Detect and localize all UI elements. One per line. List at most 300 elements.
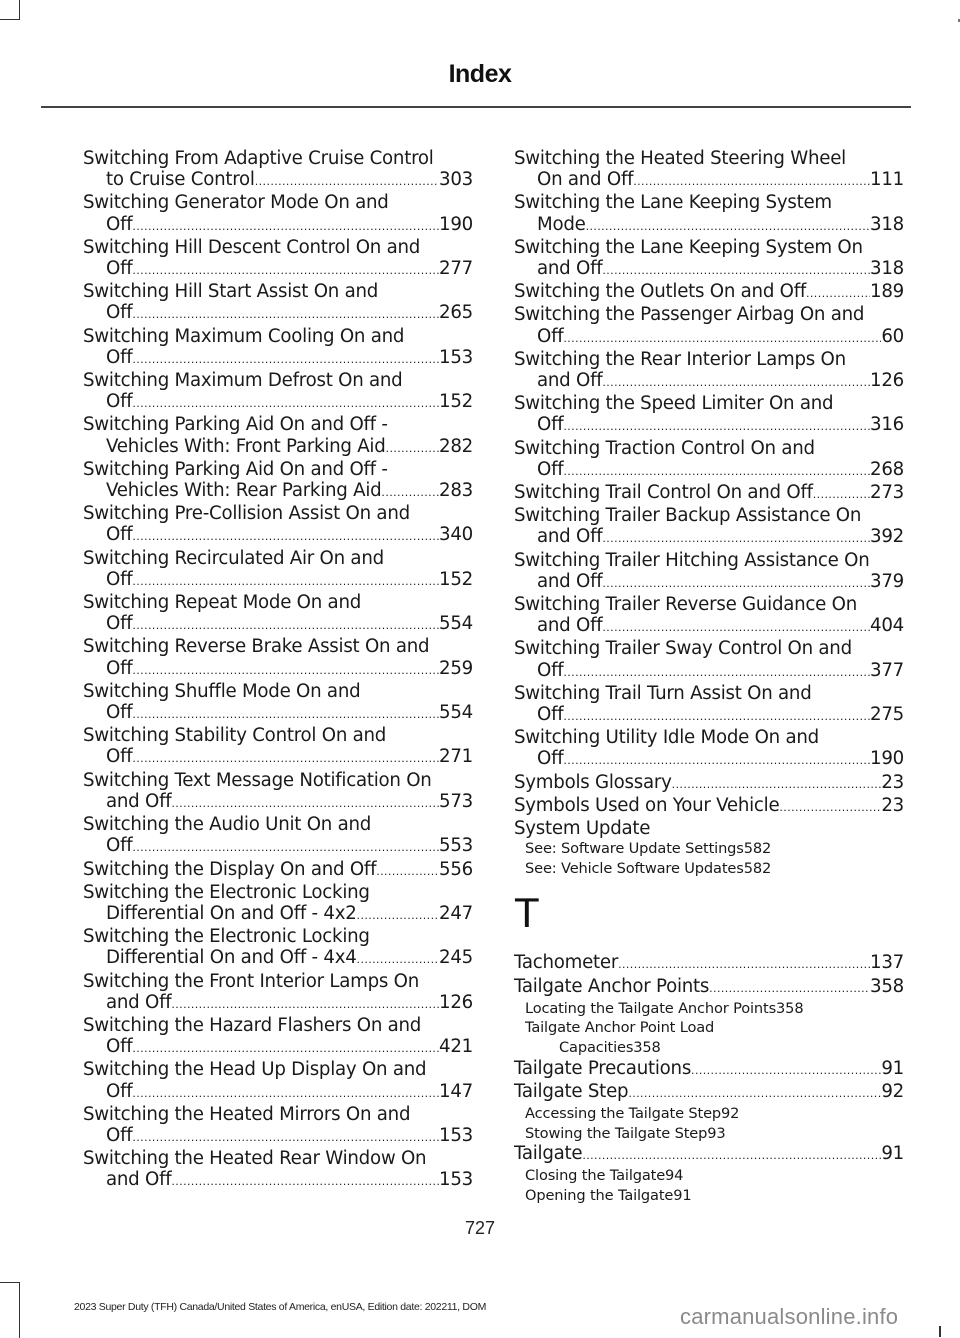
entry-page-link[interactable]: 152 — [439, 568, 473, 590]
entry-line-with-page — [83, 258, 473, 281]
entry-label: Switching Stability Control On and — [83, 725, 387, 747]
entry-page-link[interactable]: 582 — [743, 840, 772, 858]
index-subentry[interactable] — [514, 1124, 904, 1144]
index-entry[interactable] — [83, 814, 473, 858]
entry-label: and Off — [537, 615, 603, 637]
index-entry[interactable] — [83, 592, 473, 636]
crop-mark-bottom-right — [939, 1326, 941, 1337]
dot-leader — [381, 480, 439, 503]
entry-label: Mode — [537, 213, 586, 235]
entry-page-link[interactable]: 245 — [439, 947, 473, 969]
index-entry[interactable] — [83, 459, 473, 503]
entry-line-with-page — [514, 482, 904, 505]
index-entry[interactable] — [83, 1148, 473, 1192]
entry-label: Switching the Lane Keeping System — [514, 192, 832, 214]
entry-label: Off — [106, 613, 133, 635]
entry-line-with-page — [83, 1081, 473, 1104]
watermark-link[interactable]: carmanualsonline.info — [680, 1304, 899, 1329]
entry-label: Tailgate — [514, 1143, 583, 1165]
index-subentry[interactable] — [514, 1166, 904, 1186]
entry-label: Off — [537, 659, 564, 681]
entry-label: Tailgate Precautions — [514, 1057, 692, 1079]
entry-label: Off — [106, 657, 133, 679]
entry-label: Differential On and Off - 4x2 — [106, 902, 357, 924]
index-entry[interactable] — [514, 594, 904, 638]
index-entry[interactable] — [514, 683, 904, 727]
index-entry[interactable] — [83, 882, 473, 926]
entry-line-with-page — [514, 571, 904, 594]
entry-line-with-page — [525, 839, 904, 859]
entry-line-with-page — [83, 480, 473, 503]
entry-line-with-page — [83, 702, 473, 725]
entry-line-with-page — [83, 347, 473, 370]
entry-label: Off — [537, 414, 564, 436]
entry-page-link[interactable]: 392 — [870, 526, 904, 548]
entry-label: Switching Trailer Reverse Guidance On — [514, 594, 857, 616]
index-column-left — [83, 148, 473, 1193]
dot-leader — [602, 571, 870, 594]
entry-label: Vehicles With: Rear Parking Aid — [106, 480, 382, 502]
entry-label: Off — [106, 524, 133, 546]
entry-label: Accessing the Tailgate Step — [525, 1105, 722, 1123]
entry-page-link[interactable]: 94 — [665, 1167, 684, 1185]
dot-leader — [132, 302, 439, 325]
index-subentry[interactable] — [514, 1018, 904, 1057]
entry-label: Tailgate Step — [514, 1080, 629, 1102]
index-entry[interactable] — [83, 548, 473, 592]
dot-leader — [602, 615, 870, 638]
dot-leader — [633, 169, 870, 192]
entry-page-link[interactable]: 60 — [881, 325, 904, 347]
entry-page-link[interactable]: 259 — [439, 657, 473, 679]
index-entry[interactable] — [83, 192, 473, 236]
dot-leader — [691, 1058, 881, 1081]
entry-line-with-page — [83, 992, 473, 1015]
dot-leader — [132, 569, 439, 592]
entry-label: Switching the Display On and Off — [83, 858, 377, 880]
entry-page-link[interactable]: 283 — [439, 480, 473, 502]
index-entry[interactable] — [83, 148, 473, 192]
entry-label: See: Vehicle Software Updates — [525, 859, 744, 877]
entry-page-link[interactable]: 152 — [439, 391, 473, 413]
entry-page-link[interactable]: 573 — [439, 790, 473, 812]
entry-label: Switching Shuffle Mode On and — [83, 680, 361, 702]
entry-page-link[interactable]: 318 — [870, 213, 904, 235]
index-subentry[interactable] — [514, 859, 904, 879]
entry-page-link[interactable]: 91 — [673, 1187, 692, 1205]
entry-page-link[interactable]: 92 — [721, 1105, 740, 1123]
entry-page-link[interactable]: 153 — [439, 346, 473, 368]
entry-label: and Off — [106, 1169, 172, 1191]
dot-leader — [563, 326, 881, 349]
dot-leader — [563, 748, 870, 771]
entry-page-link[interactable]: 265 — [439, 302, 473, 324]
entry-label: Off — [106, 702, 133, 724]
dot-leader — [132, 1081, 439, 1104]
entry-label: On and Off — [537, 169, 634, 191]
entry-line-with-page — [514, 370, 904, 393]
entry-line-with-page — [525, 1186, 904, 1206]
index-entry[interactable] — [514, 638, 904, 682]
entry-label: Off — [106, 302, 133, 324]
entry-page-link[interactable]: 23 — [881, 771, 904, 793]
entry-label: Stowing the Tailgate Step — [525, 1124, 708, 1142]
entry-label: Off — [106, 391, 133, 413]
entry-label: Tailgate Anchor Points — [514, 975, 710, 997]
entry-line-with-page — [83, 169, 473, 192]
entry-line-with-page — [514, 795, 904, 818]
entry-page-link[interactable]: 137 — [870, 952, 904, 974]
entry-page-link[interactable]: 340 — [439, 524, 473, 546]
index-entry[interactable] — [83, 971, 473, 1015]
entry-label: to Cruise Control — [106, 169, 255, 191]
entry-label: Switching From Adaptive Cruise Control — [83, 148, 434, 169]
entry-label: Switching Traction Control On and — [514, 437, 815, 459]
dot-leader — [563, 414, 870, 437]
entry-line-with-page — [83, 746, 473, 769]
entry-label: and Off — [537, 370, 603, 392]
dot-leader — [357, 947, 439, 970]
entry-line-with-page — [525, 999, 904, 1019]
entry-line-with-page — [83, 214, 473, 237]
entry-page-link[interactable]: 126 — [870, 370, 904, 392]
entry-line-with-page — [514, 704, 904, 727]
entry-line-with-page — [83, 791, 473, 814]
index-entry[interactable] — [514, 976, 904, 999]
index-entry[interactable] — [514, 349, 904, 393]
entry-label: Tailgate Anchor Point Load — [525, 1019, 715, 1037]
entry-page-link[interactable]: 358 — [870, 975, 904, 997]
dot-leader — [563, 459, 870, 482]
entry-label: System Update — [514, 818, 651, 840]
dot-leader — [813, 482, 870, 505]
entry-label: Switching the Heated Rear Window On — [83, 1148, 427, 1170]
dot-leader — [132, 214, 439, 237]
entry-page-link[interactable]: 153 — [439, 1169, 473, 1191]
index-entry[interactable] — [83, 326, 473, 370]
entry-label: Off — [106, 746, 133, 768]
entry-line-with-page — [525, 859, 904, 879]
index-subentry[interactable] — [514, 839, 904, 859]
dot-leader — [628, 1081, 881, 1104]
index-entry[interactable] — [514, 148, 904, 192]
index-entry[interactable] — [514, 505, 904, 549]
dot-leader — [132, 1125, 439, 1148]
entry-label: and Off — [537, 258, 603, 280]
entry-page-link[interactable]: 92 — [881, 1080, 904, 1102]
entry-label: Off — [106, 1036, 133, 1058]
entry-label: Switching the Outlets On and Off — [514, 281, 807, 303]
entry-label: Switching Repeat Mode On and — [83, 592, 362, 614]
entry-label: Off — [537, 748, 564, 770]
entry-line-with-page — [83, 903, 473, 926]
entry-page-link[interactable]: 275 — [870, 704, 904, 726]
entry-page-link[interactable]: 93 — [707, 1124, 726, 1142]
entry-label: Switching the Head Up Display On and — [83, 1059, 427, 1081]
index-subentry[interactable] — [514, 1186, 904, 1206]
entry-line-with-page — [525, 1104, 904, 1124]
index-entry[interactable] — [83, 859, 473, 882]
dot-leader — [132, 746, 439, 769]
index-entry[interactable] — [83, 503, 473, 547]
entry-page-link[interactable]: 582 — [743, 859, 772, 877]
entry-label: Switching the Speed Limiter On and — [514, 393, 834, 415]
entry-page-link[interactable]: 318 — [870, 258, 904, 280]
entry-label: Switching Text Message Notification On — [83, 769, 432, 791]
entry-line-with-page — [83, 1169, 473, 1192]
index-entry[interactable] — [514, 795, 904, 818]
entry-label: Tachometer — [514, 952, 619, 974]
entry-page-link[interactable]: 554 — [439, 613, 473, 635]
dot-leader — [132, 658, 439, 681]
entry-page-link[interactable]: 358 — [776, 999, 804, 1017]
entry-line-with-page — [514, 214, 904, 237]
entry-label: Off — [537, 458, 564, 480]
entry-page-link[interactable]: 556 — [439, 858, 473, 880]
dot-leader — [132, 524, 439, 547]
dot-leader — [132, 702, 439, 725]
entry-line-with-page — [83, 658, 473, 681]
dot-leader — [132, 835, 439, 858]
index-entry[interactable] — [83, 636, 473, 680]
dot-leader — [171, 1169, 439, 1192]
index-entry[interactable] — [514, 772, 904, 795]
dot-leader — [602, 526, 870, 549]
entry-page-link[interactable]: 190 — [870, 748, 904, 770]
entry-page-link[interactable]: 126 — [439, 991, 473, 1013]
entry-page-link[interactable]: 91 — [881, 1143, 904, 1165]
entry-label: Off — [106, 1080, 133, 1102]
index-subentry[interactable] — [514, 999, 904, 1019]
entry-page-link[interactable]: 247 — [439, 902, 473, 924]
entry-page-link[interactable]: 358 — [633, 1039, 661, 1057]
entry-page-link[interactable]: 404 — [870, 615, 904, 637]
dot-leader — [386, 436, 439, 459]
entry-page-link[interactable]: 273 — [870, 482, 904, 504]
entry-line-with-page — [514, 414, 904, 437]
entry-label: Symbols Used on Your Vehicle — [514, 794, 780, 816]
index-entry[interactable] — [514, 393, 904, 437]
entry-label: Switching Maximum Defrost On and — [83, 370, 403, 392]
index-entry[interactable] — [514, 818, 904, 839]
entry-label: Switching the Lane Keeping System On — [514, 236, 863, 258]
dot-leader — [171, 791, 439, 814]
entry-label: Switching the Heated Steering Wheel — [514, 148, 846, 169]
entry-line-with-page — [514, 772, 904, 795]
entry-line-with-page — [83, 947, 473, 970]
entry-page-link[interactable]: 277 — [439, 258, 473, 280]
index-entry[interactable] — [514, 438, 904, 482]
entry-line-with-page — [83, 835, 473, 858]
entry-line-with-page — [525, 1166, 904, 1186]
index-subentry[interactable] — [514, 1104, 904, 1124]
entry-label: Off — [106, 1124, 133, 1146]
entry-page-link[interactable]: 271 — [439, 746, 473, 768]
entry-line-with-page — [514, 660, 904, 683]
entry-line-with-page — [514, 1058, 904, 1081]
entry-label: Switching the Electronic Locking — [83, 881, 370, 903]
entry-label: Off — [106, 568, 133, 590]
entry-label: and Off — [106, 991, 172, 1013]
header-divider — [41, 106, 911, 108]
entry-line-with-page — [514, 258, 904, 281]
index-entry[interactable] — [514, 237, 904, 281]
index-entry[interactable] — [83, 926, 473, 970]
entry-line-with-page — [83, 613, 473, 636]
entry-page-link[interactable]: 23 — [881, 794, 904, 816]
entry-page-link[interactable]: 303 — [439, 169, 473, 191]
index-entry[interactable] — [514, 1143, 904, 1166]
dot-leader — [586, 214, 870, 237]
index-entry[interactable] — [514, 550, 904, 594]
entry-label: and Off — [106, 790, 172, 812]
entry-page-link[interactable]: 190 — [439, 213, 473, 235]
entry-line-with-page — [525, 1038, 904, 1058]
dot-leader — [255, 169, 439, 192]
index-entry[interactable] — [83, 770, 473, 814]
entry-line-with-page — [514, 459, 904, 482]
entry-line-with-page — [83, 1125, 473, 1148]
entry-line-with-page — [83, 524, 473, 547]
entry-label: Switching Trailer Sway Control On and — [514, 638, 852, 660]
entry-page-link[interactable]: 111 — [870, 169, 904, 191]
entry-label: Off — [106, 835, 133, 857]
entry-label: Switching Trail Turn Assist On and — [514, 682, 812, 704]
entry-label: Switching Utility Idle Mode On and — [514, 727, 819, 749]
index-entry[interactable] — [83, 237, 473, 281]
entry-label: Symbols Glossary — [514, 771, 672, 793]
entry-label: Switching Trailer Hitching Assistance On — [514, 549, 870, 571]
entry-line-with-page — [83, 391, 473, 414]
page-number: 727 — [464, 1218, 496, 1238]
entry-line-with-page — [514, 976, 904, 999]
dot-leader — [132, 391, 439, 414]
entry-label: Switching Recirculated Air On and — [83, 547, 384, 569]
index-entry[interactable] — [514, 1058, 904, 1081]
entry-page-link[interactable]: 189 — [870, 281, 904, 303]
page-title: Index — [448, 60, 512, 88]
entry-label: Switching Reverse Brake Assist On and — [83, 636, 430, 658]
entry-line-with-page — [514, 1081, 904, 1104]
index-entry[interactable] — [514, 281, 904, 304]
entry-label: Switching Parking Aid On and Off - — [83, 458, 388, 480]
entry-page-link[interactable]: 147 — [439, 1080, 473, 1102]
entry-label: Switching Hill Descent Control On and — [83, 236, 421, 258]
crop-mark-bottom-left — [0, 1282, 20, 1338]
dot-leader — [602, 258, 870, 281]
entry-page-link[interactable]: 91 — [881, 1057, 904, 1079]
dot-leader — [709, 976, 870, 999]
index-entry[interactable] — [83, 370, 473, 414]
entry-line-with-page — [514, 1143, 904, 1166]
index-entry[interactable] — [83, 1059, 473, 1103]
index-entry[interactable] — [83, 414, 473, 458]
entry-page-link[interactable]: 553 — [439, 835, 473, 857]
entry-label: Switching the Hazard Flashers On and — [83, 1014, 422, 1036]
entry-line-with-page — [83, 1036, 473, 1059]
dot-leader — [672, 772, 882, 795]
dot-leader — [376, 859, 439, 882]
entry-label: Switching Parking Aid On and Off - — [83, 414, 388, 436]
entry-label: Switching the Electronic Locking — [83, 926, 370, 948]
dot-leader — [132, 347, 439, 370]
edition-footer: 2023 Super Duty (TFH) Canada/United States of America, enUSA, Edition date: 202211, DOM — [74, 1301, 487, 1313]
dot-leader — [132, 1036, 439, 1059]
entry-label: See: Software Update Settings — [525, 840, 744, 858]
entry-line-with-page — [514, 615, 904, 638]
entry-line-with-page — [514, 326, 904, 349]
entry-page-link[interactable]: 421 — [439, 1036, 473, 1058]
dot-leader — [806, 281, 870, 304]
dot-leader — [171, 992, 439, 1015]
entry-line-with-page — [83, 569, 473, 592]
entry-label: and Off — [537, 570, 603, 592]
entry-label: Switching the Heated Mirrors On and — [83, 1103, 411, 1125]
dot-leader — [563, 660, 870, 683]
entry-label: Switching Maximum Cooling On and — [83, 325, 405, 347]
entry-line-with-page — [514, 748, 904, 771]
entry-label: Off — [537, 704, 564, 726]
index-entry[interactable] — [514, 192, 904, 236]
entry-label: Off — [537, 325, 564, 347]
entry-label: Switching Trail Control On and Off — [514, 482, 813, 504]
index-entry[interactable] — [83, 281, 473, 325]
dot-leader — [602, 370, 870, 393]
index-entry[interactable] — [514, 727, 904, 771]
entry-label: Off — [106, 258, 133, 280]
entry-page-link[interactable]: 316 — [870, 414, 904, 436]
dot-leader — [132, 613, 439, 636]
entry-label: Switching Generator Mode On and — [83, 192, 389, 214]
index-entry[interactable] — [514, 482, 904, 505]
entry-label: Switching Hill Start Assist On and — [83, 281, 379, 303]
entry-page-link[interactable]: 268 — [870, 458, 904, 480]
entry-label: Off — [106, 213, 133, 235]
entry-page-link[interactable]: 153 — [439, 1124, 473, 1146]
entry-label: Opening the Tailgate — [525, 1187, 674, 1205]
section-letter-t: T — [514, 889, 540, 937]
index-list-s — [514, 148, 904, 878]
entry-page-link[interactable]: 554 — [439, 702, 473, 724]
entry-label: Switching the Audio Unit On and — [83, 814, 372, 836]
index-entry[interactable] — [83, 681, 473, 725]
index-entry[interactable] — [514, 304, 904, 348]
index-entry[interactable] — [514, 1081, 904, 1104]
index-column-right — [514, 148, 904, 1206]
dot-leader — [132, 258, 439, 281]
entry-line-with-page — [514, 169, 904, 192]
entry-label: Vehicles With: Front Parking Aid — [106, 435, 386, 457]
dot-leader — [618, 952, 870, 975]
entry-page-link[interactable]: 379 — [870, 570, 904, 592]
index-entry[interactable] — [83, 1104, 473, 1148]
dot-leader — [563, 704, 870, 727]
index-list-t — [514, 952, 904, 1205]
entry-label: Switching the Rear Interior Lamps On — [514, 348, 846, 370]
entry-line-with-page — [83, 302, 473, 325]
entry-label: Switching Pre-Collision Assist On and — [83, 503, 410, 525]
index-entry[interactable] — [83, 725, 473, 769]
entry-label: Off — [106, 346, 133, 368]
index-entry[interactable] — [83, 1015, 473, 1059]
entry-label: Closing the Tailgate — [525, 1167, 666, 1185]
dot-leader — [582, 1143, 881, 1166]
entry-page-link[interactable]: 282 — [439, 435, 473, 457]
entry-line-with-page — [83, 436, 473, 459]
entry-page-link[interactable]: 377 — [870, 659, 904, 681]
entry-line-with-page — [83, 859, 473, 882]
index-entry[interactable] — [514, 952, 904, 975]
